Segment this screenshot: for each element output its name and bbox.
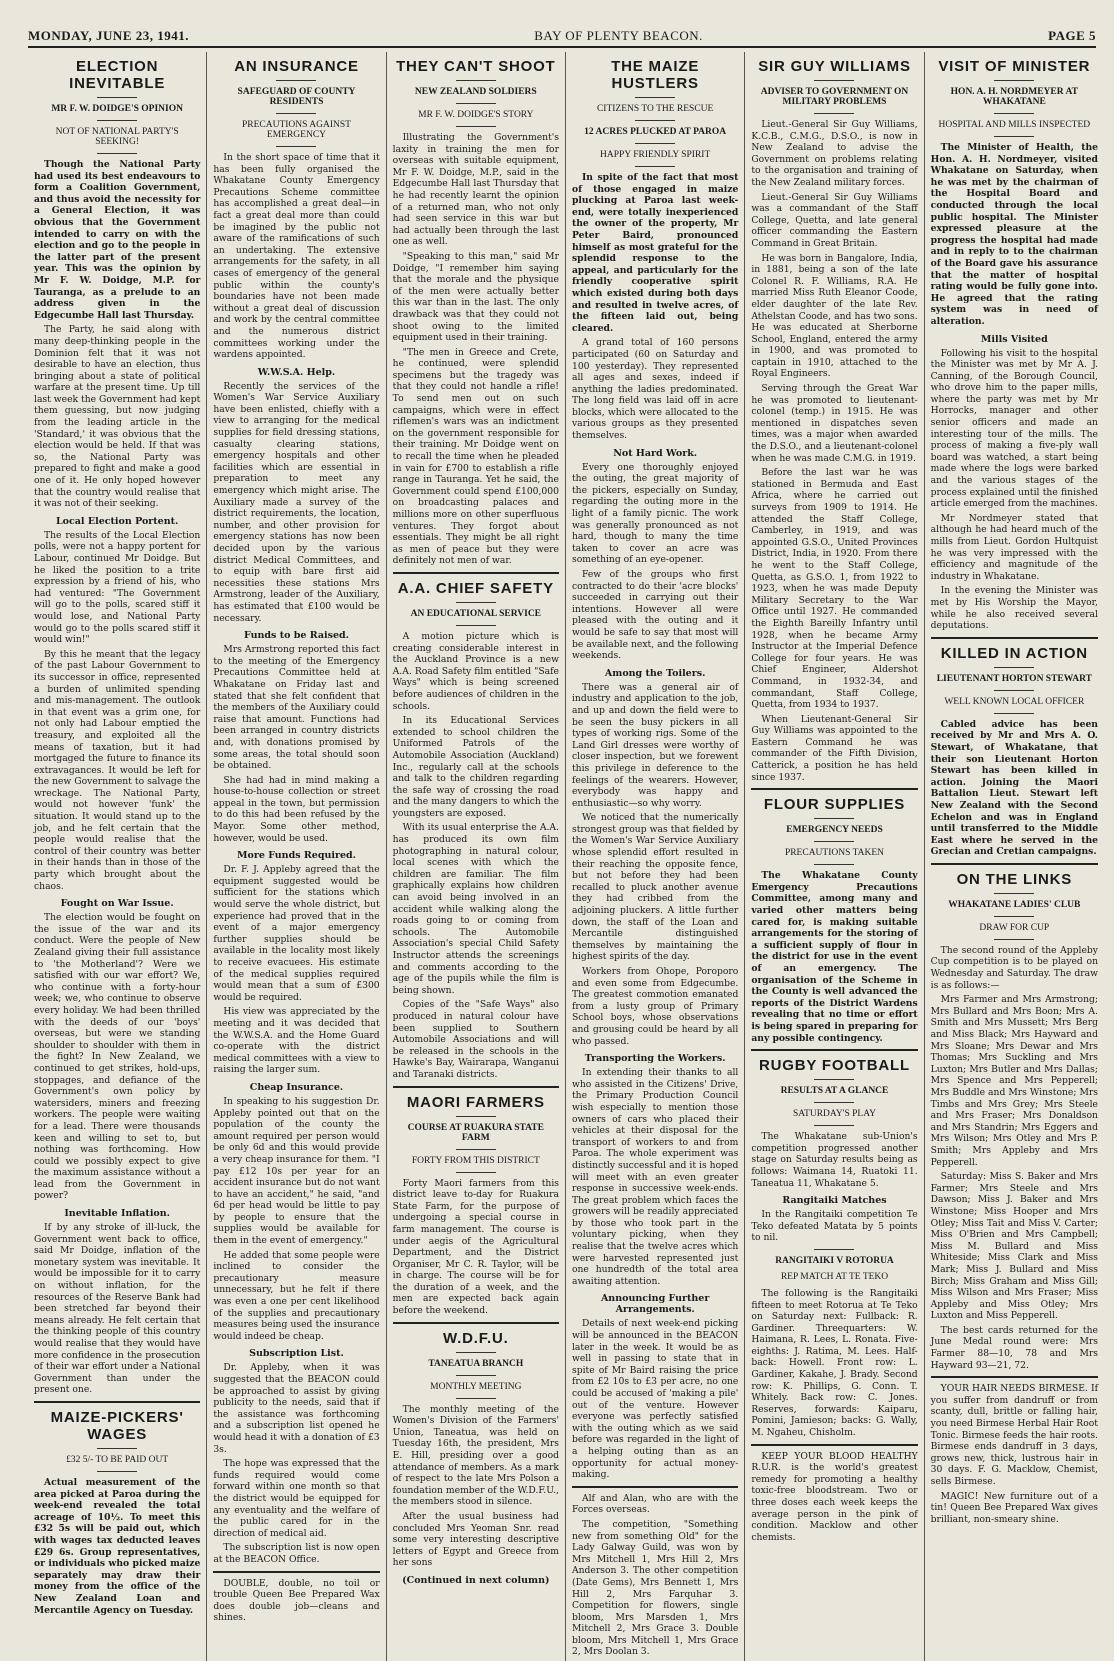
paragraph: Alf and Alan, who are with the Forces overseas. xyxy=(571,1492,739,1516)
columns xyxy=(28,52,1104,1658)
subhead: WHAKATANE LADIES' CLUB xyxy=(948,899,1081,910)
paragraph: Forty Maori farmers from this district leave to-day for Ruakura State Farm, for the purpose of undergoing a special course in farm management. The course is under aegis of the Agricultural Department, and the District Organiser, Mr C. R. Taylor, will be in charge. The course will be for the duration of a week, and the men are expected back again before the weekend. xyxy=(392,1177,559,1317)
paragraph: The Whakatane sub-Union's competition progressed another stage on Saturday results being as follows: Waimana 14, Ruatoki 11. Taneatua 11, Whakatane 5. xyxy=(751,1131,918,1189)
paragraph: Every one thoroughly enjoyed the outing, the great majority of the pickers, especially on Sunday, regarding the outing more in the light of a family picnic. The work was generally pronounced as not hard, though to many the time taken to cover an acre was something of an eye-opener. xyxy=(571,461,739,566)
paragraph: Mrs Farmer and Mrs Armstrong; Mrs Bullard and Mrs Boon; Mrs A. Smith and Mrs Mussett; Mrs Berg and Miss Black; Mrs Hayward and Mrs Sloane; Mrs Dewar and Mrs Thomas; Mrs Suckling and Mrs Luxton; Mrs Butler and Mrs Dallas; Mrs Spence and Mrs Pepperell; Mrs Buddle and Mrs Winstone; Mrs Timbs and Mrs Grey; Mrs Steele and Mrs Fraser; Mrs Donaldson and Mrs Standrin; Mrs Eggers and Mrs Wilson; Mrs Otley and Mrs P. Smith; Mrs Appleby and Mrs Pepperell. xyxy=(930,994,1098,1168)
headline-killed-in-action: KILLED IN ACTION xyxy=(940,644,1088,662)
headline-flour-supplies: FLOUR SUPPLIES xyxy=(763,796,906,814)
side-heading: Cheap Insurance. xyxy=(249,1081,344,1093)
subhead: SAFEGUARD OF COUNTY RESIDENTS xyxy=(237,87,356,107)
side-heading: W.W.S.A. Help. xyxy=(257,366,336,378)
paragraph: Mrs Armstrong reported this fact to the meeting of the Emergency Precautions Committee held at Whakatane on Friday last and stated that she felt confident that the members of the Auxiliary could raise that amount. Functions had been arranged in country districts and, with donations promised by some areas, the total should soon be obtained. xyxy=(213,644,380,772)
paragraph: There was a general air of industry and application to the job, and up and down the field were to be seen the busy pickers in all types of working rigs. Some of the Land Girl dresses were worthy of closer inspection, but we forewent this privilege in deference to the feelings of the wearers. However, everybody was happy and enthusiastic—so why worry. xyxy=(571,681,739,809)
column-3 xyxy=(387,52,566,1661)
issue-date: MONDAY, JUNE 23, 1941. xyxy=(28,28,189,43)
headline-on-the-links: ON THE LINKS xyxy=(956,870,1073,888)
paragraph: He added that some people were inclined to consider the precautionary measure unnecessary, but he felt if there was even a one per cent likelihood of the supplies and precautionary measures being used the insurance would indeed be cheap. xyxy=(213,1249,380,1342)
subhead: WELL KNOWN LOCAL OFFICER xyxy=(944,696,1085,707)
subhead: ADVISER TO GOVERNMENT ON MILITARY PROBLEMS xyxy=(760,87,909,107)
column-4 xyxy=(566,52,745,1661)
side-heading: Announcing Further Arrangements. xyxy=(600,1293,710,1316)
headline-maize-hustlers: THE MAIZE HUSTLERS xyxy=(611,58,700,92)
paragraph: His view was appreciated by the meeting and it was decided that the W.W.S.A. and the Home Guard co-operate with the district medical committees with a view to raising the larger sum. xyxy=(213,1006,380,1076)
paragraph: The best cards returned for the June Medal round were: Mrs Farmer 88—10, 78 and Mrs Hayward 93—21, 72. xyxy=(930,1324,1098,1371)
paragraph: "Speaking to this man," said Mr Doidge, "I remember him saying that the morale and the physique of the men were actually better this war than in the last. The only drawback was that they could not shoot owing to the limited equipment used in their training. xyxy=(392,250,559,344)
paragraph: A grand total of 160 persons participated (60 on Saturday and 100 yesterday). They represented all ages and sexes, indeed if anything the ladies predominated. The long field was laid off in acre blocks, which were allocated to the various groups as they presented themselves. xyxy=(571,337,739,442)
lead-paragraph: The Minister of Health, the Hon. A. H. Nordmeyer, visited Whakatane on Saturday, when he was met by the chairman of the Hospital Board and conducted through the local public hospital. The Minister expressed pleasure at the progress the hospital had made and in reply to to the chairman of the Board gave his assurance that the matter of hospital rating would be fully gone into. He agreed that the rating system was in need of alteration. xyxy=(930,142,1098,327)
subhead: MR F. W. DOIDGE'S STORY xyxy=(418,110,534,120)
subhead: PRECAUTIONS AGAINST EMERGENCY xyxy=(241,120,351,140)
headline-maize-pickers-wages: MAIZE-PICKERS' WAGES xyxy=(50,1408,184,1443)
paragraph: When Lieutenant-General Sir Guy Williams was appointed to the Eastern Command he was commander of the Fifth Division, Catterick, a position he has held since 1937. xyxy=(751,713,918,783)
subhead: REP MATCH AT TE TEKO xyxy=(780,1271,889,1282)
paragraph: She had had in mind making a house-to-house collection or street appeal in the town, but permission to do this had been refused by the Mayor. Some other method, however, would be used. xyxy=(213,774,380,844)
advertisement: YOUR HAIR NEEDS BIRMESE. If you suffer from dandruff or from scanty, dull, brittle or falling hair, you need Birmese Herbal Hair Root Tonic. Birmese feeds the hair roots. Birmese ends dandruff in 3 days, grows new, thick, lustrous hair in 30 days. F. G. Macklow, Chemist, sells Birmese. xyxy=(930,1383,1098,1487)
paragraph: Recently the services of the Women's War Service Auxiliary have been enlisted, chiefly with a view to arranging for the medical supplies for field dressing stations, casualty clearing stations, emergency hospitals and other facilities which are essential in preparation to meet any emergency which might arise. The Auxiliary made a survey of the district requirements, the location, number, and other provision for emergency stations has now been decided upon by the various district Medical Committees, and to equip with bare first aid necessities these stations Mrs Armstrong, leader of the Auxiliary, has estimated that £100 would be necessary. xyxy=(213,380,380,624)
subhead: LIEUTENANT HORTON STEWART xyxy=(936,673,1092,684)
column-6 xyxy=(925,52,1104,1661)
side-heading: Rangitaiki Matches xyxy=(782,1195,887,1207)
paragraph: Lieut.-General Sir Guy Williams was a commandant of the Staff College, Quetta, and late general officer commanding the Eastern Command in Great Britain. xyxy=(751,191,918,249)
subhead: DRAW FOR CUP xyxy=(979,922,1050,933)
column-2 xyxy=(207,52,386,1661)
subhead: EMERGENCY NEEDS xyxy=(786,825,883,836)
paragraph: After the usual business had concluded Mrs Yeoman Snr. read some very interesting descriptive letters of Egypt and Greece from her sons xyxy=(392,1511,559,1569)
paragraph: Cabled advice has been received by Mr and Mrs A. O. Stewart, of Whakatane, that their son Lieutenant Horton Stewart has been killed in action. Joining the Maori Battalion Lieut. Stewart left New Zealand with the Second Echelon and was in England until transferred to the Middle East where he served in the Grecian and Cretian campaigns. xyxy=(930,718,1098,858)
subhead: PRECAUTIONS TAKEN xyxy=(784,848,885,859)
paragraph: Serving through the Great War he was promoted to lieutenant-colonel (temp.) in 1915. He was mentioned in dispatches seven times, was a major when awarded the D.S.O., and a lieutenant-colonel when he was made C.M.G. in 1919. xyxy=(751,383,918,464)
headline-an-insurance: AN INSURANCE xyxy=(234,58,359,75)
masthead xyxy=(28,24,1096,48)
paragraph: Copies of the "Safe Ways" also produced in natural colour have been supplied to Southern Automobile Associations and will be released in the schools in the Hawke's Bay, Wairarapa, Wanganui and Taranaki districts. xyxy=(392,999,559,1080)
subhead: NEW ZEALAND SOLDIERS xyxy=(414,87,537,97)
paragraph: Lieut.-General Sir Guy Williams, K.C.B., C.M.G., D.S.O., is now in New Zealand to advise the Government on problems relating to the organisation and training of the New Zealand military forces. xyxy=(751,119,918,188)
subhead: HOSPITAL AND MILLS INSPECTED xyxy=(938,120,1091,130)
subhead: MONTHLY MEETING xyxy=(430,1381,522,1392)
side-heading: Not Hard Work. xyxy=(613,447,698,459)
headline-rugby-football: RUGBY FOOTBALL xyxy=(759,1057,910,1075)
subhead: AN EDUCATIONAL SERVICE xyxy=(410,608,542,619)
paragraph: If by any stroke of ill-luck, the Government went back to office, said Mr Doidge, inflation of the monetary system was inevitable. It would be impossible for it to carry on without inflation, for the resources of the Reserve Bank had been stretched far beyond their means already. He felt certain that the thinking people of this country would realise that they would have more confidence in the prosecution of their war effort under a National Government than under the present one. xyxy=(34,1222,201,1396)
paragraph: By this he meant that the legacy of the past Labour Government to its successor in office, represented a burden of unlimited spending and mis-management. The outlook in that event was a grim one, for not only had Labour emptied the treasury, and exploited all the means of taxation, but it had mortgaged the future to finance its extravagances. It would be left for the new Government to salvage the wreckage. The National Party, would not however 'funk' the situation. It would stand up to the job, and he felt certain that the people would realise that the control of their country was better in their hands than in those of the party which brought about the chaos. xyxy=(34,648,201,892)
advertisement: MAGIC! New furniture out of a tin! Queen Bee Prepared Wax gives brilliant, non-smeary shine. xyxy=(930,1490,1098,1525)
headline-aa-chief-safety: A.A. CHIEF SAFETY xyxy=(397,579,554,597)
paragraph: The subscription list is now open at the BEACON Office. xyxy=(213,1542,380,1565)
advertisement: DOUBLE, double, no toil or trouble Queen Bee Prepared Wax does double job—cleans and shines. xyxy=(213,1577,380,1624)
paragraph: The Whakatane County Emergency Precautions Committee, among many and varied other matters being cared for, is making suitable arrangements for the storing of a sufficient supply of flour in the district for use in the event of an emergency. The organisation of the Scheme in the County is well advanced the reports of the District Wardens revealing that no time or effort is being spared in preparing for any possible contingency. xyxy=(751,870,918,1044)
paragraph: A motion picture which is creating considerable interest in the Auckland Province is a new A.A. Road Safety film entitled "Safe Ways" which is being screened before audiences of children in the schools. xyxy=(392,630,559,712)
side-heading: Subscription List. xyxy=(249,1348,344,1360)
subhead: RANGITAIKI V ROTORUA xyxy=(775,1255,894,1266)
side-heading: Fought on War Issue. xyxy=(60,898,174,910)
subhead: RESULTS AT A GLANCE xyxy=(780,1086,889,1097)
paragraph: Actual measurement of the area picked at Paroa during the week-end revealed the total acreage of 10½. To meet this £32 5s will be paid out, which with wages tax deducted leaves £29 6s. Group representatives, or individuals who picked maize separately may draw their money from the office of the New Zealand Loan and Mercantile Agency on Tuesday. xyxy=(34,1476,201,1616)
paragraph: Following his visit to the hospital the Minister was met by Mr A. J. Canning, of the Borough Council, who drove him to the paper mills, where the party was met by Mr Horrocks, manager and other senior officers and made an interesting tour of the mills. The process of making a five-ply wall board was watched, a start being made where the logs were barked and the various stages of the process explained until the finished article emerged from the machines. xyxy=(930,347,1098,510)
paragraph: In extending their thanks to all who assisted in the Citizens' Drive, the Primary Production Council wish especially to mention those owners of cars who placed their vehicles at their disposal for the transport of workers to and from Paroa. The whole experiment was distinctly successful and it is hoped will meet with an even greater response in successive week-ends. The great problem which faces the growers will be readily appreciated by those who took part in the voluntary picking, when they realise that the twelve acres which were harvested represented just one hundredth of the total area awaiting attention. xyxy=(571,1067,739,1287)
paragraph: The election would be fought on the issue of the war and its conduct. Were the people of New Zealand giving their full assistance to 'the Motherland'? Were we satisfied with our war effort? We, who continue with a forty-hour week; we, who continue to observe every holiday. We had been thrilled with the deeds of our 'boys' overseas, but were we standing shoulder to shoulder with them in the fight? In New Zealand, we continued to get strikes, hold-ups, stoppages, and defiance of the Government's own policy by watersiders, miners and freezing workers. The people were waiting for a lead. There were thousands keen and willing to set to, but nothing was forthcoming. How could we possibly expect to give the maximum assistance without a lead from the Government in power? xyxy=(34,912,201,1202)
subhead: £32 5/- TO BE PAID OUT xyxy=(66,1454,169,1465)
headline-election-inevitable: ELECTION INEVITABLE xyxy=(69,58,166,92)
paragraph: The following is the Rangitaiki fifteen to meet Rotorua at Te Teko on Saturday next: Fullback: R. Gardiner. Threequarters: W. Haimana, R. Lees, L. Ronata. Five-eighths: J. Ratima, M. Lees. Half-back: Howell. Front row: L. Gardiner, Kakahe, J. Brady. Second row: K. Phillips, G. Conn. T. Whitely. Back row: C. Jones. Reserves, forwards: Kaiparu, Pomini, Jamieson; backs: G. Wally, M. Ngaheu, Chisholm. xyxy=(751,1287,918,1439)
paragraph: Mr Nordmeyer stated that although he had heard much of the mills from Lieut. Gordon Hultquist he was very impressed with the efficiency and magnitude of the industry in Whakatane. xyxy=(930,512,1098,582)
paragraph: In speaking to his suggestion Dr. Appleby pointed out that on the population of the county the amount required per person would be only 6d and this would provide a very cheap insurance for them. "I pay £12 10s per year for an accident insurance but do not want to have an accident," he said, "and 6d per head would be little to pay by people to ensure that the supplies would be available for them in the event of emergency." xyxy=(213,1095,380,1247)
headline-they-cant-shoot: THEY CAN'T SHOOT xyxy=(396,58,556,75)
subhead: CITIZENS TO THE RESCUE xyxy=(596,104,714,114)
newspaper-title: BAY OF PLENTY BEACON. xyxy=(534,28,703,43)
paragraph: The monthly meeting of the Women's Division of the Farmers' Union, Taneatua, was held on Tuesday 16th, the president, Mrs E. Hill, presiding over a good attendance of members. As a mark of respect to the late Mrs Polson a foundation member of the W.D.F.U., the members stood in silence. xyxy=(392,1403,559,1508)
headline-visit-of-minister: VISIT OF MINISTER xyxy=(938,58,1091,75)
paragraph: The competition, "Something new from something Old" for the Lady Galway Guild, was won by Mrs Mitchell 1, Mrs Hill 2, Mrs Anderson 3. The other competition (Date Gems), Mrs Bennett 1, Mrs Hill 2, Mrs Farquhar 3. Competition for flowers, single bloom, Mrs Marsden 1, Mrs Mitchell 2, Mrs Grace 3. Double bloom, Mrs Mitchell 1, Mrs Grace 2, Mrs Doolan 3. xyxy=(571,1518,739,1658)
side-heading: Mills Visited xyxy=(980,333,1048,345)
paragraph: In the short space of time that it has been fully organised the Whakatane County Emergency Precautions Scheme committee has accomplished a great deal—in fact a great deal more than could be imagined by the public not aware of the ramifications of such an undertaking. The extensive arrangements for the safety, in all cases of emergency of the general public within the county's boundaries have not been made without a great deal of discussion and work by the central committee and the numerous district committees working under the wardens appointed. xyxy=(213,152,380,361)
paragraph: "The men in Greece and Crete, he continued, were splendid specimens but the tragedy was that they could not handle a rifle! To send men out on such campaigns, which were in effect riflemen's wars was an indictment on the government responsible for their training. Mr Doidge went on to recall the time when he pleaded in vain for £700 to establish a rifle range in Tauranga. Yet he said, the Government could spend £100,000 on broadcasting palaces and millions more on other superfluous ventures. They forgot about essentials. They might be all right as men of peace but they were definitely not men of war. xyxy=(392,346,559,567)
subhead: SATURDAY'S PLAY xyxy=(792,1109,877,1120)
subhead: TANEATUA BRANCH xyxy=(428,1358,524,1369)
side-heading: Funds to be Raised. xyxy=(244,630,349,642)
paragraph: The second round of the Appleby Cup competition is to be played on Wednesday and Saturday. The draw is as follows:— xyxy=(930,944,1098,991)
lead-paragraph: In spite of the fact that most of those engaged in maize plucking at Paroa last week-end, were totally inexperienced the owner of the property, Mr Peter Baird, pronounced himself as most grateful for the splendid response to the appeal, and particularly for the friendly cooperative spirit which existed during both days and resulted in twelve acres, of the fifteen laid out, being cleared. xyxy=(571,172,739,334)
paragraph: Workers from Ohope, Poroporo and even some from Edgecumbe. The greatest commotion emanated from a lusty group of Primary School boys, whose observations and grousing could be heard by all who passed. xyxy=(571,966,739,1047)
paragraph: Few of the groups who first contracted to do their 'acre blocks' succeeded in carrying out their intentions. However all were pleased with the outing and it would be safe to say that most will be available next, and the following weekends. xyxy=(571,569,739,662)
side-heading: Inevitable Inflation. xyxy=(64,1208,170,1220)
lead-paragraph: Though the National Party had used its best endeavours to form a Coalition Government, and thus avoid the necessity for a General Election, it was obvious that the Government intended to carry on with the election and go to the people in the latter part of the present year. This was the opinion by Mr F. W. Doidge, M.P. for Tauranga, as a prelude to an address given in the Edgecumbe Hall last Thursday. xyxy=(34,159,201,321)
paragraph: With its usual enterprise the A.A. has produced its own film photographing in natural colour, local scenes with which the children are familiar. The film graphically explains how children can avoid being involved in an accident while walking along the roads going to or coming from schools. The Automobile Association's special Child Safety Instructor attends the screenings and comments according to the age of the pupils while the film is being shown. xyxy=(392,822,559,996)
advertisement: KEEP YOUR BLOOD HEALTHY R.U.R. is the world's greatest remedy for promoting a healthy toxic-free bloodstream. Two or three doses each week keeps the average person in the pink of condition. Macklow and other chemists. xyxy=(751,1450,918,1543)
paragraph: The Party, he said along with many deep-thinking people in the Dominion felt that it was not desirable to have an election, thus bringing about a state of political warfare at the present time. Up till last week the Government had kept them guessing, but now judging from the leading article in the 'Standard,' it was obvious that the election would be held. If that was so, the National Party was prepared to fight and make a good one of it. He only hoped however that the country would realise that it was not of their seeking. xyxy=(34,324,201,510)
subhead: 12 ACRES PLUCKED AT PAROA xyxy=(584,127,727,137)
side-heading: Transporting the Workers. xyxy=(584,1053,726,1065)
paragraph: In the Rangitaiki competition Te Teko defeated Matata by 5 points to nil. xyxy=(751,1209,918,1244)
continued-note: (Continued in next column) xyxy=(402,1574,550,1586)
subhead: COURSE AT RUAKURA STATE FARM xyxy=(407,1122,544,1143)
subhead: HAPPY FRIENDLY SPIRIT xyxy=(600,150,711,160)
paragraph: The hope was expressed that the funds required would come forward within one month so that the district would be equipped for any eventuality and the welfare of the public cared for in the direction of medical aid. xyxy=(213,1458,380,1539)
paragraph: The results of the Local Election polls, were not a happy portent for Labour, continued Mr Doidge. But he liked the position to a trite expression by a friend of his, who had ventured: "The Government will go to the polls, scared stiff it would lose, and National Party would go to the polls scared stiff it would win!" xyxy=(34,529,201,646)
subhead: MR F. W. DOIDGE'S OPINION xyxy=(51,104,183,114)
paragraph: In its Educational Services extended to school children the Uniformed Patrols of the Automobile Association (Auckland) Inc., regularly call at the schools and talk to the children regarding the safe way of crossing the road and the many dangers to which the youngsters are exposed. xyxy=(392,715,559,819)
subhead: HON. A. H. NORDMEYER AT WHAKATANE xyxy=(950,87,1078,107)
column-1 xyxy=(28,52,207,1661)
side-heading: More Funds Required. xyxy=(236,850,356,862)
side-heading: Local Election Portent. xyxy=(55,515,179,527)
paragraph: Dr. F. J. Appleby agreed that the equipment suggested would be sufficient for the stations which would serve the whole district, but experience had proved that in the event of a major emergency further supplies should be available in the locality most likely to receive evacuees. His estimate of the medical supplies required would mean that a sum of £300 would be required. xyxy=(213,864,380,1003)
subhead: NOT OF NATIONAL PARTY'S SEEKING! xyxy=(55,127,179,147)
paragraph: In the evening the Minister was met by His Worship the Mayor, while he also received several deputations. xyxy=(930,585,1098,632)
paragraph: Before the last war he was stationed in Bermuda and East Africa, where he carried out surveys from 1909 to 1914. He attended the Staff College, Camberley, in 1919, and was appointed G.S.O., United Provinces District, India, in 1920. From there he went to the Staff College, Quetta, as G.S.O. 1, from 1922 to 1923, when he was made Deputy Military Secretary to the War Office until 1927. He commanded the Eighth Bareilly Infantry until 1928, when he became Army Instructor at the Imperial Defence College for four years. He was Chief Engineer, Aldershot Command, in 1932-34, and commandant, Staff College, Quetta, from 1934 to 1937. xyxy=(751,467,918,711)
headline-sir-guy-williams: SIR GUY WILLIAMS xyxy=(758,58,911,75)
paragraph: Saturday: Miss S. Baker and Mrs Farmer; Mrs Steele and Mrs Dawson; Miss J. Baker and Mrs Winstone; Miss Hooper and Mrs Otley; Miss Tait and Miss V. Carter; Miss O'Brien and Mrs Campbell; Miss M. Bullard and Miss Whiteside; Miss Clark and Miss Mark; Miss J. Bullard and Miss Birch; Miss Graham and Miss Gill; Miss Wilson and Mrs Fraser; Miss Appleby and Miss Otley; Mrs Luxton and Miss Pepperell. xyxy=(930,1171,1098,1322)
paragraph: He was born in Bangalore, India, in 1881, being a son of the late Colonel R. F. Williams, R.A. He married Miss Ruth Eleanor Coode, elder daughter of the late Rev. Athelstan Coode, and has two sons. He was educated at Sherborne School, England, entered the army in 1900, and was promoted to captain in 1910, attached to the Royal Engineers. xyxy=(751,252,918,380)
paragraph: Details of next week-end picking will be announced in the BEACON later in the week. It would be as well in passing to state that in spite of Mr Baird raising the price from £2 10s to £3 per acre, no one could be accused of 'making a pile' out of the venture. However everyone was perfectly satisfied with the outing which as we said before was regarded in the light of a helping outing than as an opportunity for actual money-making. xyxy=(571,1318,739,1481)
column-5 xyxy=(745,52,924,1661)
headline-wdfu: W.D.F.U. xyxy=(443,1329,509,1347)
side-heading: Among the Toilers. xyxy=(604,667,706,679)
paragraph: Illustrating the Government's laxity in training the men for overseas with suitable equipment, Mr F. W. Doidge, M.P., said in the Edgecumbe Hall last Thursday that he had recently learnt the opinion of a returned man, who not only had seen service in this war but had actually been through the last one as well. xyxy=(392,132,559,248)
subhead: FORTY FROM THIS DISTRICT xyxy=(411,1155,540,1166)
headline-maori-farmers: MAORI FARMERS xyxy=(406,1093,545,1111)
page-number: PAGE 5 xyxy=(1048,28,1096,43)
paragraph: Dr. Appleby, when it was suggested that the BEACON could be approached to assist by giving publicity to the needs, said that if the assistance was forthcoming and a subscription list opened he would head it with a donation of £3 3s. xyxy=(213,1362,380,1455)
paragraph: We noticed that the numerically strongest group was that fielded by the Women's War Service Auxiliary whose splendid effort resulted in their reaching the opposite fence, but not before they had been recalled to pluck another avenue they had cribbed from the adjoining pluckers. A little further down, the staff of the Loan and Mercantile distinguished themselves by maintaining the highest spirits of the day. xyxy=(571,812,739,963)
